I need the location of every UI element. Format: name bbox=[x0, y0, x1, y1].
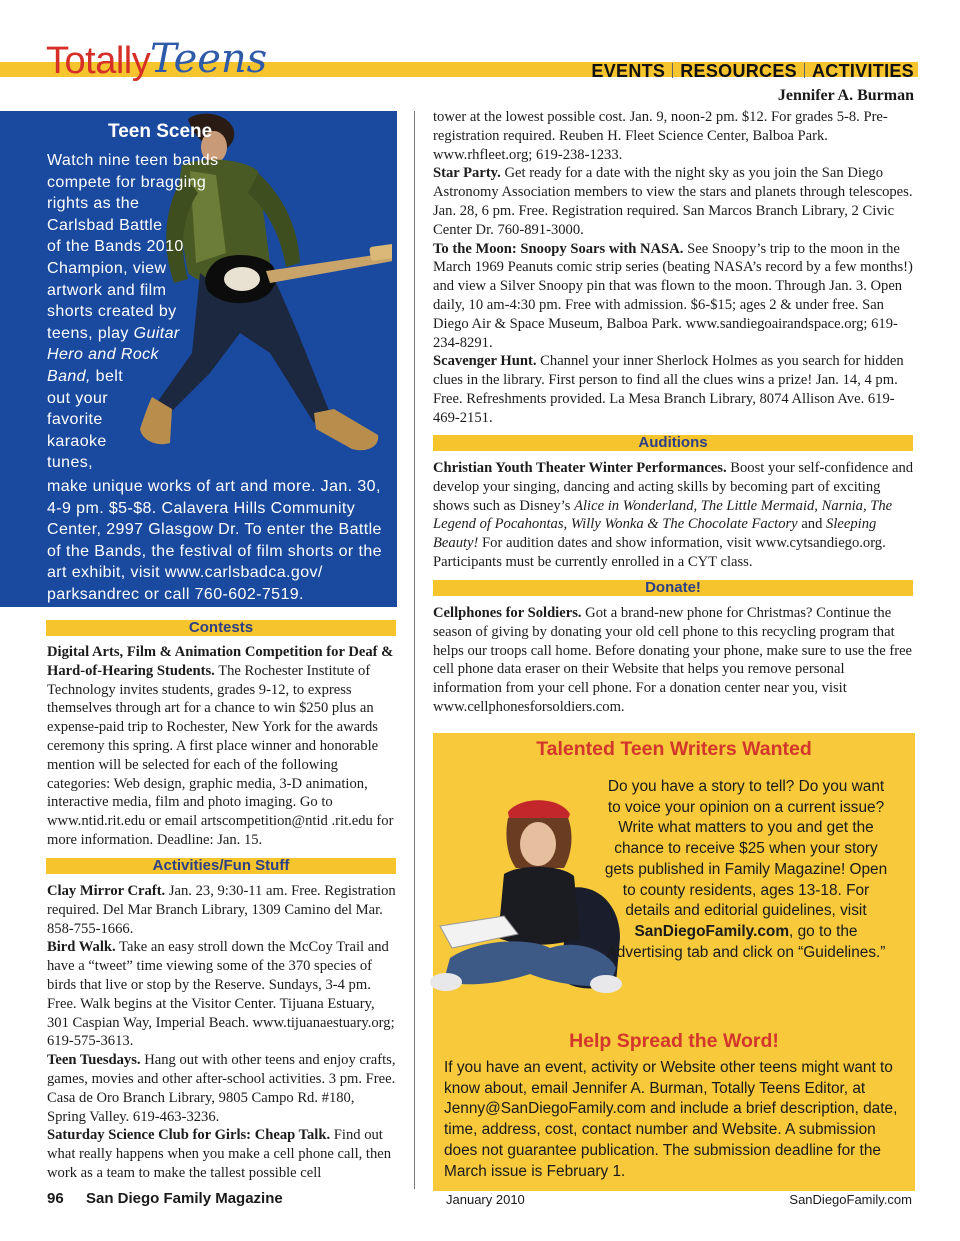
teen-line bbox=[47, 366, 227, 388]
issue-date: January 2010 bbox=[446, 1192, 525, 1207]
auditions-article bbox=[433, 459, 915, 572]
right-events-list bbox=[433, 108, 915, 428]
audition-body: and bbox=[797, 516, 827, 533]
teen-line: Champion, view bbox=[47, 259, 167, 277]
contests-article bbox=[47, 643, 397, 850]
audition-item bbox=[433, 459, 915, 572]
audition-body: For audition dates and show information, visit www.cytsandiego.org. Participants must be currently enrolled in a CYT class. bbox=[433, 535, 886, 570]
teen-line-part: teens, play bbox=[47, 324, 134, 342]
section-nav bbox=[591, 61, 914, 82]
byline: Jennifer A. Burman bbox=[777, 87, 914, 104]
teen-line: artwork and film bbox=[47, 281, 167, 299]
teen-line bbox=[47, 344, 227, 366]
activity-item bbox=[47, 882, 397, 938]
activity-title: Clay Mirror Craft. bbox=[47, 883, 166, 899]
teen-line: karaoke bbox=[47, 432, 107, 450]
event-title: To the Moon: Snoopy Soars with NASA. bbox=[433, 240, 684, 257]
audition-shows: Sleeping Beauty! bbox=[433, 516, 877, 552]
teen-scene-heading: Teen Scene bbox=[108, 121, 213, 142]
activity-item bbox=[47, 1126, 397, 1182]
teen-line-italic: Hero and Rock bbox=[47, 346, 159, 364]
section-title-teens: Teens bbox=[150, 36, 268, 82]
donate-title: Cellphones for Soldiers. bbox=[433, 605, 582, 621]
activity-body: Take an easy stroll down the McCoy Trail and have a “tweet” time viewing some of the 370 species of birds that live or stop by the Reserve. Sundays, 3-4 pm. Free. Walk begins at the Visitor Center. Tijuana Estuary, 301 Caspian Way, Imperial Beach. www.tijuanaestuary.org; 619-575-3613. bbox=[47, 939, 395, 1050]
help-text: If you have an event, activity or Website other teens might want to know about, email Jennifer A. Burman, Totally Teens Editor, at Jenny@SanDiegoFamily.com and include a brief description, date, time, address, cost, contact number and Website. A submission does not guarantee publication. The submission deadline for the March issue is February 1. bbox=[444, 1059, 898, 1180]
nav-divider bbox=[672, 63, 673, 78]
magazine-name: San Diego Family Magazine bbox=[86, 1190, 283, 1207]
event-body: Channel your inner Sherlock Holmes as you search for hidden clues in the library. First person to find all the clues wins a prize! Jan. 14, 4 pm. Free. Refreshments provided. La Mesa Branch Library, 8074 Allison Ave. 619-469-2151. bbox=[433, 353, 904, 426]
event-body: Get ready for a date with the night sky as you join the San Diego Astronomy Association members to view the stars and planets through telescopes. Jan. 28, 6 pm. Free. Registration required. San Marcos Branch Library, 2 Civic Center Dr. 760-891-3000. bbox=[433, 165, 913, 238]
activity-body: Hang out with other teens and enjoy crafts, games, movies and other after-school activities. 3 pm. Free. Casa de Oro Branch Library, 9805 Campo Rd. #180, Spring Valley. 619-463-3236. bbox=[47, 1052, 396, 1125]
teen-line-part: belt bbox=[90, 367, 124, 385]
column-divider bbox=[414, 111, 415, 1189]
event-item bbox=[433, 240, 915, 353]
audition-shows: Alice in Wonderland, The Little Mermaid, Narnia, The Legend of Pocahontas, Willy Wonka & The Chocolate Factory bbox=[433, 497, 893, 533]
teen-line: Watch nine teen bands bbox=[47, 152, 219, 169]
donate-bar: Donate! bbox=[433, 580, 913, 596]
donate-article bbox=[433, 604, 915, 717]
nav-divider bbox=[804, 63, 805, 78]
auditions-bar: Auditions bbox=[433, 435, 913, 451]
teen-line-italic: Guitar bbox=[133, 324, 180, 342]
teen-line: of the Bands 2010 bbox=[47, 238, 184, 256]
page-number: 96 bbox=[47, 1190, 64, 1207]
writers-title: Talented Teen Writers Wanted bbox=[536, 738, 812, 760]
writers-text bbox=[600, 777, 892, 963]
audition-title: Christian Youth Theater Winter Performances. bbox=[433, 460, 727, 476]
activity-title: Bird Walk. bbox=[47, 939, 116, 956]
teen-scene-text-narrow bbox=[47, 150, 227, 474]
section-title-totally: Totally bbox=[46, 40, 151, 82]
activities-list bbox=[47, 882, 397, 1183]
event-title: Star Party. bbox=[433, 165, 501, 182]
teen-line: compete for bragging bbox=[47, 173, 207, 191]
teen-scene-text-wide: make unique works of art and more. Jan. 30, 4-9 pm. $5-$8. Calavera Hills Community Center, 2997 Glasgow Dr. To enter the Battle of the Bands, the festival of film shorts or the art exhibit, visit www.carlsbadca.gov/ parksandrec or call 760-602-7519. bbox=[47, 478, 382, 603]
event-item bbox=[433, 164, 915, 239]
activity-title: Teen Tuesdays. bbox=[47, 1052, 141, 1069]
activity-title: Saturday Science Club for Girls: Cheap Talk. bbox=[47, 1127, 331, 1144]
donate-body: Got a brand-new phone for Christmas? Continue the season of giving by donating your old cell phone to this recycling program that helps our troops call home. Before donating your phone, make sure to use the free cell phone data eraser on their Website that helps you remove personal information from your cell phone. For a donation center near you, visit www.cellphonesforsoldiers.com. bbox=[433, 605, 913, 715]
nav-events: EVENTS bbox=[591, 61, 666, 81]
teen-line bbox=[47, 323, 227, 345]
teen-line: rights as the bbox=[47, 195, 140, 213]
activity-item bbox=[47, 1051, 397, 1126]
teen-line-italic: Band, bbox=[47, 367, 91, 385]
contests-bar: Contests bbox=[46, 620, 396, 636]
event-title: Scavenger Hunt. bbox=[433, 353, 537, 370]
nav-resources: RESOURCES bbox=[680, 61, 797, 81]
activity-body: Find out what really happens when you make a cell phone call, then work as a team to make the tallest possible cell bbox=[47, 1127, 392, 1181]
donate-item bbox=[433, 604, 915, 717]
teen-line: out your bbox=[47, 389, 109, 407]
teen-line: tunes, bbox=[47, 454, 93, 472]
contest-title: Digital Arts, Film & Animation Competition for Deaf & Hard-of-Hearing Students. bbox=[47, 644, 394, 679]
teen-line: Carlsbad Battle bbox=[47, 216, 163, 234]
teen-line: shorts created by bbox=[47, 303, 177, 321]
contest-item bbox=[47, 643, 397, 850]
event-item bbox=[433, 352, 915, 427]
activity-item bbox=[47, 938, 397, 1051]
event-body: See Snoopy’s trip to the moon in the March 1969 Peanuts comic strip series (beating NASA’s record by a few months!) and view a Silver Snoopy pin that was flown to the moon. Through Jan. 3. Open daily, 10 am-4:30 pm. Free with admission. $6-$15; ages 2 & under free. San Diego Air & Space Museum, Balboa Park. www.sandiegoairandspace.org; 619-234-8291. bbox=[433, 240, 913, 351]
teen-line: favorite bbox=[47, 411, 103, 429]
audition-body: Boost your self-confidence and develop your singing, dancing and acting skills by becoming part of exciting shows such as Disney’s bbox=[433, 460, 914, 514]
event-continued: tower at the lowest possible cost. Jan. 9, noon-2 pm. $12. For grades 5-8. Pre-registration required. Reuben H. Fleet Science Center, Balboa Park. www.rhfleet.org; 619-238-1233. bbox=[433, 109, 888, 163]
writers-body: , go to the Advertising tab and click on “Guidelines.” bbox=[606, 922, 886, 961]
nav-activities: ACTIVITIES bbox=[811, 61, 914, 81]
activities-bar: Activities/Fun Stuff bbox=[46, 858, 396, 874]
writers-body: Do you have a story to tell? Do you want to voice your opinion on a current issue? Write what matters to you and get the chance to receive $25 when your story gets published in Family Magazine! Open to county residents, ages 13-18. For details and editorial guidelines, visit bbox=[604, 778, 888, 920]
help-title: Help Spread the Word! bbox=[569, 1030, 779, 1052]
activity-body: Jan. 23, 9:30-11 am. Free. Registration required. Del Mar Branch Library, 1309 Camino del Mar. 858-755-1666. bbox=[47, 883, 396, 937]
writers-link[interactable]: SanDiegoFamily.com bbox=[634, 922, 790, 940]
footer-url[interactable]: SanDiegoFamily.com bbox=[789, 1192, 912, 1207]
contest-body: The Rochester Institute of Technology invites students, grades 9-12, to express themselves through art for a chance to win $250 plus an expense-paid trip to Rochester, New York for the awards ceremony this spring. A first place winner and honorable mention will be selected for each of the following categories: Web design, graphic media, 3-D animation, interactive media, film and photo imaging. Go to www.ntid.rit.edu or email artscompetition@ntid .rit.edu for more information. Deadline: Jan. 15. bbox=[47, 662, 394, 848]
